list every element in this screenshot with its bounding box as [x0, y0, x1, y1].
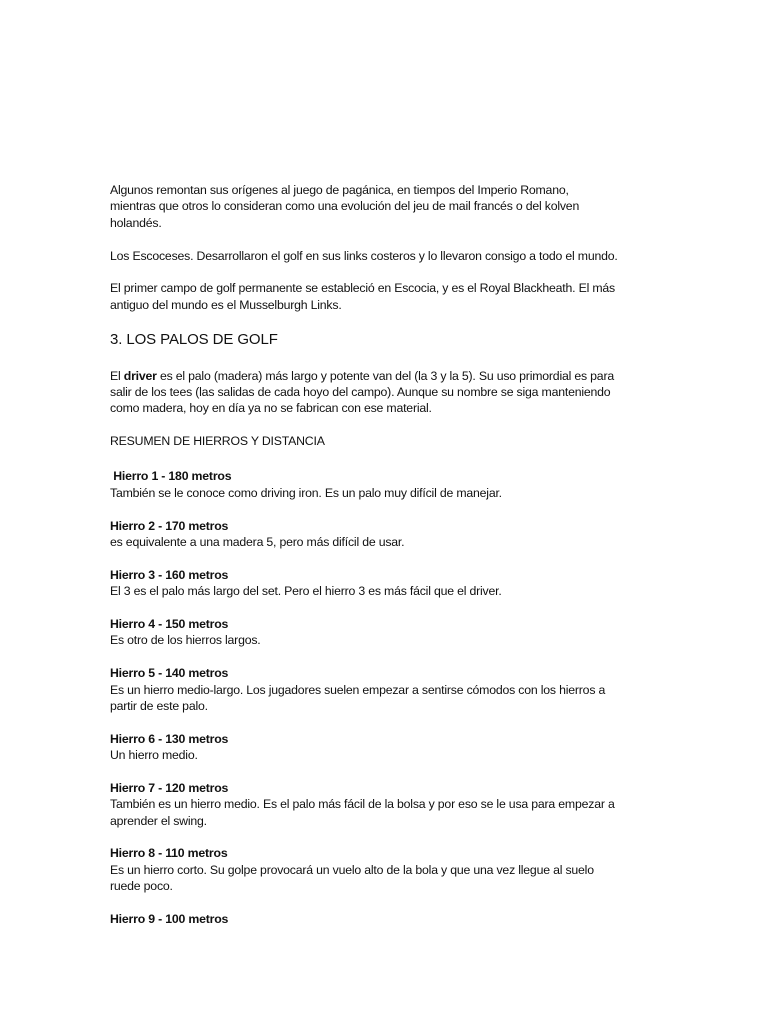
iron-item-3: [110, 567, 710, 600]
paragraph-scots: [110, 248, 710, 264]
paragraph-first-course-line-2: antiguo del mundo es el Musselburgh Links.: [110, 297, 342, 312]
summary-heading: RESUMEN DE HIERROS Y DISTANCIA: [110, 434, 325, 449]
paragraph-driver-line-3: como madera, hoy en día ya no se fabrican con ese material.: [110, 401, 432, 416]
iron-title: Hierro 8 - 110 metros: [110, 846, 228, 861]
iron-item-8: [110, 845, 710, 894]
iron-title: Hierro 6 - 130 metros: [110, 731, 229, 746]
iron-item-1: [110, 468, 710, 501]
iron-item-4: [110, 616, 710, 649]
iron-title: Hierro 7 - 120 metros: [110, 780, 229, 795]
paragraph-origins: [110, 182, 710, 231]
iron-title: Hierro 9 - 100 metros: [110, 912, 229, 927]
paragraph-scots-line-1: Los Escoceses. Desarrollaron el golf en sus links costeros y lo llevaron consigo a todo el mundo.: [110, 248, 618, 263]
iron-description-line: aprender el swing.: [110, 813, 207, 828]
iron-title: Hierro 1 - 180 metros: [110, 469, 232, 484]
paragraph-driver-line-2: salir de los tees (las salidas de cada hoyo del campo). Aunque su nombre se siga manteniendo: [110, 384, 611, 399]
iron-description-line: Un hierro medio.: [110, 748, 198, 763]
iron-item-2: [110, 518, 710, 551]
iron-item-7: [110, 780, 710, 829]
iron-title: Hierro 5 - 140 metros: [110, 666, 229, 681]
iron-description-line: También es un hierro medio. Es el palo más fácil de la bolsa y por eso se le usa para empezar a: [110, 797, 615, 812]
section-heading: 3. LOS PALOS DE GOLF: [110, 330, 278, 348]
iron-title: Hierro 2 - 170 metros: [110, 518, 229, 533]
iron-item-5: [110, 665, 710, 714]
iron-description-line: El 3 es el palo más largo del set. Pero el hierro 3 es más fácil que el driver.: [110, 584, 502, 599]
paragraph-first-course: [110, 280, 710, 313]
driver-line-start: El: [110, 368, 124, 383]
iron-title: Hierro 3 - 160 metros: [110, 567, 229, 582]
paragraph-driver: [110, 368, 710, 417]
iron-description-line: Es un hierro medio-largo. Los jugadores suelen empezar a sentirse cómodos con los hierros a: [110, 682, 606, 697]
paragraph-origins-line-3: holandés.: [110, 215, 162, 230]
iron-description-line: partir de este palo.: [110, 698, 208, 713]
iron-description-line: Es un hierro corto. Su golpe provocará un vuelo alto de la bola y que una vez llegue al suelo: [110, 862, 594, 877]
paragraph-origins-line-1: Algunos remontan sus orígenes al juego de pagánica, en tiempos del Imperio Romano,: [110, 183, 569, 197]
driver-term: driver: [123, 368, 157, 383]
iron-item-6: [110, 731, 710, 764]
iron-description-line: También se le conoce como driving iron. Es un palo muy difícil de manejar.: [110, 485, 502, 500]
document-page: [110, 182, 710, 944]
paragraph-driver-line-1: [110, 368, 710, 384]
iron-title: Hierro 4 - 150 metros: [110, 616, 229, 631]
iron-description-line: ruede poco.: [110, 879, 173, 894]
iron-description-line: Es otro de los hierros largos.: [110, 633, 261, 648]
iron-description-line: es equivalente a una madera 5, pero más difícil de usar.: [110, 535, 405, 550]
iron-item-9: [110, 911, 710, 927]
driver-line-end: es el palo (madera) más largo y potente van del (la 3 y la 5). Su uso primordial es para: [156, 368, 614, 383]
paragraph-origins-line-2: mientras que otros lo consideran como una evolución del jeu de mail francés o del kolven: [110, 199, 580, 214]
paragraph-first-course-line-1: El primer campo de golf permanente se estableció en Escocia, y es el Royal Blackheath. El más: [110, 281, 615, 296]
